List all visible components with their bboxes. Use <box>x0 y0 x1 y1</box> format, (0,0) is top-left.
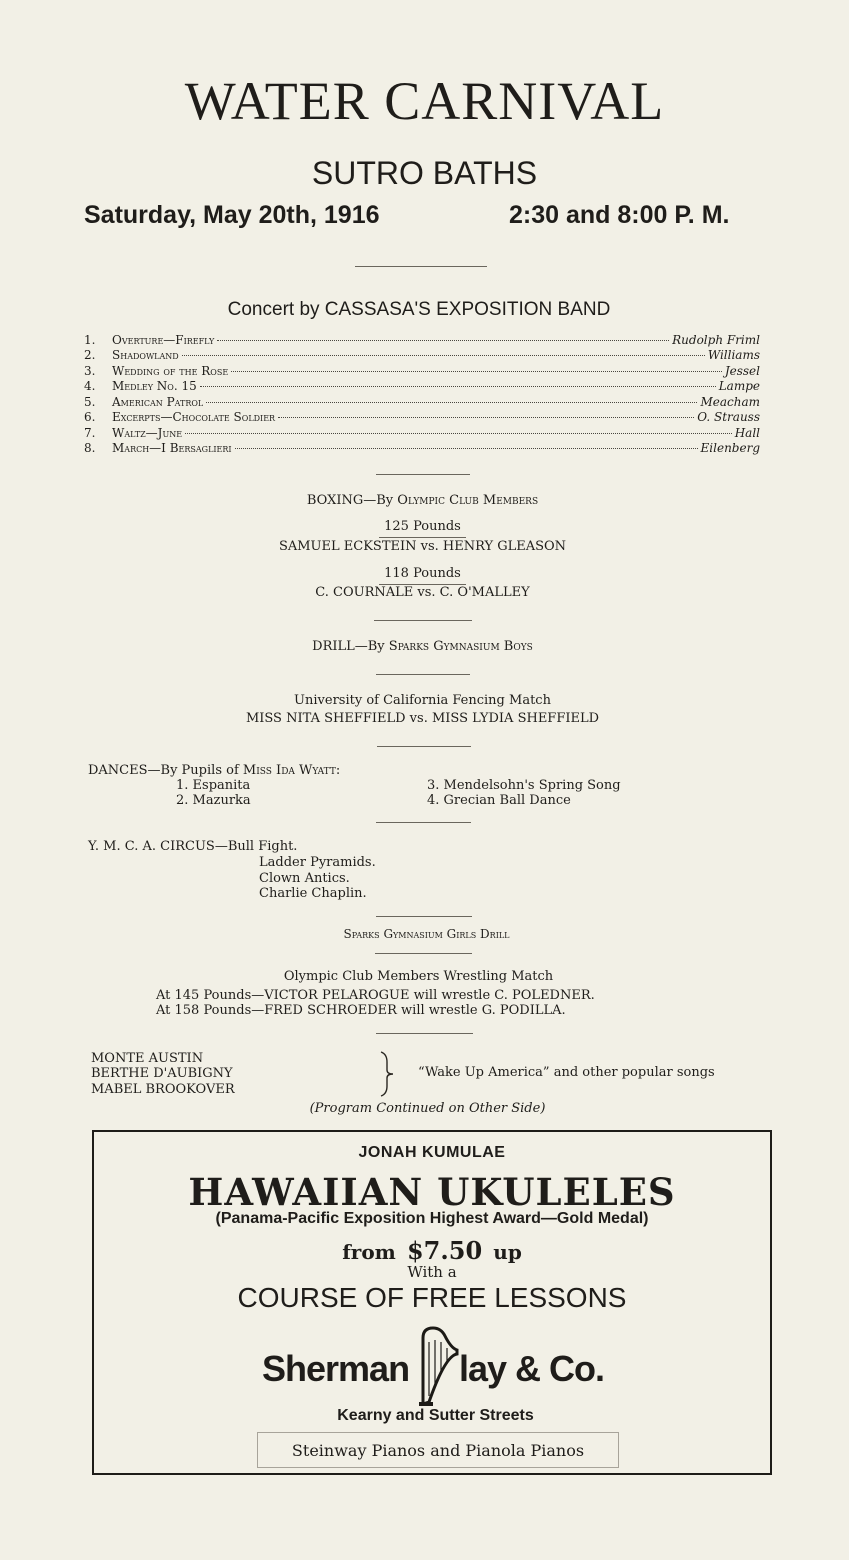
divider <box>355 266 487 267</box>
concert-item: 7. Waltz—June Hall <box>84 426 760 440</box>
singer: MABEL BROOKOVER <box>91 1082 235 1097</box>
wrestling-bout: At 158 Pounds—FRED SCHROEDER will wrestle G. PODILLA. <box>156 1003 566 1018</box>
brace-icon <box>378 1050 396 1098</box>
circus-act: Charlie Chaplin. <box>259 886 367 901</box>
wrestling-bout: At 145 Pounds—VICTOR PELAROGUE will wrestle C. POLEDNER. <box>156 988 595 1003</box>
circus-act: Ladder Pyramids. <box>259 855 376 870</box>
event-times: 2:30 and 8:00 P. M. <box>509 201 730 229</box>
harp-icon <box>415 1324 461 1408</box>
drill-line: DRILL—By Sparks Gymnasium Boys <box>312 639 533 654</box>
boxing-heading: BOXING—By Olympic Club Members <box>306 493 539 508</box>
boxing-match: C. COURNALE vs. C. O'MALLEY <box>315 585 530 600</box>
page-title: WATER CARNIVAL <box>184 71 665 131</box>
event-date: Saturday, May 20th, 1916 <box>84 201 380 229</box>
singer: BERTHE D'AUBIGNY <box>91 1066 233 1081</box>
fencing-match: MISS NITA SHEFFIELD vs. MISS LYDIA SHEFFIELD <box>245 711 600 726</box>
divider <box>374 620 472 621</box>
boxing-weight: 118 Pounds <box>384 566 461 581</box>
ad-with: With a <box>407 1263 457 1281</box>
ad-merchant: JONAH KUMULAE <box>358 1144 506 1161</box>
circus-act: Clown Antics. <box>259 871 350 886</box>
concert-item: 8. March—I Bersaglieri Eilenberg <box>84 441 760 455</box>
venue-subtitle: SUTRO BATHS <box>311 155 538 191</box>
ad-price: from $7.50 up <box>342 1236 522 1265</box>
ad-footer: Steinway Pianos and Pianola Pianos <box>291 1441 585 1460</box>
concert-item: 2. Shadowland Williams <box>84 348 760 362</box>
divider <box>376 916 472 917</box>
girls-drill: Sparks Gymnasium Girls Drill <box>343 927 510 941</box>
dances-heading: DANCES—By Pupils of Miss Ida Wyatt: <box>88 763 341 778</box>
concert-item: 5. American Patrol Meacham <box>84 395 760 409</box>
ad-brand-left: Sherman <box>262 1348 410 1389</box>
ad-address: Kearny and Sutter Streets <box>337 1407 534 1424</box>
fencing-title: University of California Fencing Match <box>294 693 551 708</box>
singer: MONTE AUSTIN <box>91 1051 204 1066</box>
dance-item: 2. Mazurka <box>176 793 251 808</box>
ad-brand-right: lay & Co. <box>459 1348 605 1389</box>
dance-item: 4. Grecian Ball Dance <box>427 793 571 808</box>
concert-heading: Concert by CASSASA'S EXPOSITION BAND <box>227 299 611 320</box>
concert-item: 4. Medley No. 15 Lampe <box>84 379 760 393</box>
boxing-weight: 125 Pounds <box>384 519 461 534</box>
advertisement-box <box>92 1130 772 1475</box>
divider <box>376 674 470 675</box>
dance-item: 1. Espanita <box>176 778 251 793</box>
divider <box>376 1033 473 1034</box>
underline <box>379 537 466 538</box>
divider <box>376 822 471 823</box>
ad-footer-box <box>257 1432 619 1468</box>
dance-item: 3. Mendelsohn's Spring Song <box>427 778 621 793</box>
divider <box>375 953 472 954</box>
songs-description: “Wake Up America” and other popular songs <box>418 1065 715 1080</box>
ad-headline: HAWAIIAN UKULELES <box>188 1170 676 1214</box>
wrestling-heading: Olympic Club Members Wrestling Match <box>283 969 554 984</box>
boxing-match: SAMUEL ECKSTEIN vs. HENRY GLEASON <box>278 539 567 554</box>
ad-award: (Panama-Pacific Exposition Highest Award—Gold Medal) <box>215 1210 649 1227</box>
divider <box>376 474 470 475</box>
divider <box>377 746 471 747</box>
continued-note: (Program Continued on Other Side) <box>309 1101 546 1116</box>
ad-lessons: COURSE OF FREE LESSONS <box>237 1282 627 1313</box>
concert-item: 1. Overture—Firefly Rudolph Friml <box>84 333 760 347</box>
concert-item: 6. Excerpts—Chocolate Soldier O. Strauss <box>84 410 760 424</box>
circus-heading: Y. M. C. A. CIRCUS—Bull Fight. <box>88 839 298 854</box>
concert-item: 3. Wedding of the Rose Jessel <box>84 364 760 378</box>
